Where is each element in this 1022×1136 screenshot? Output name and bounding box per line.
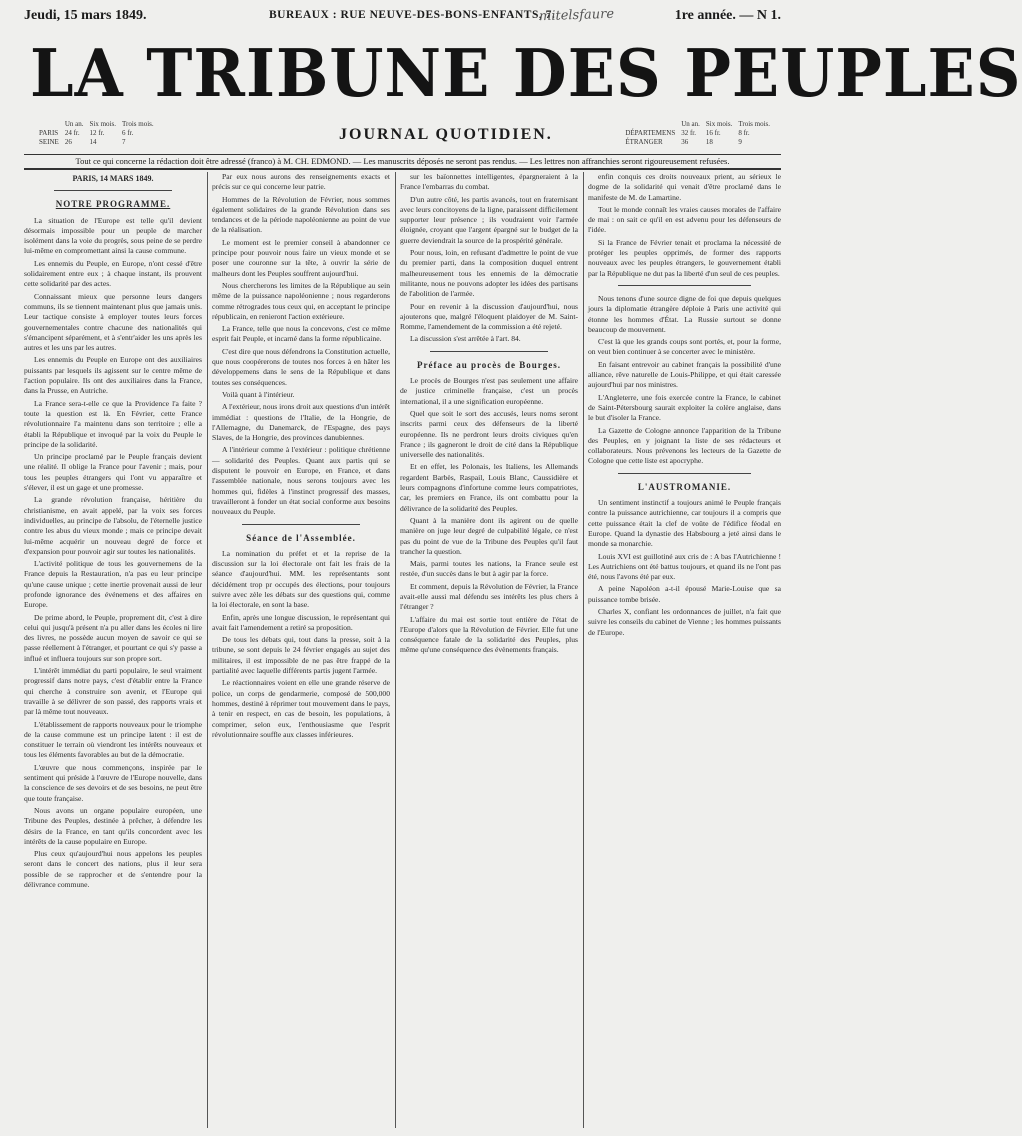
divider [618, 285, 751, 286]
price-cell: 8 fr. [738, 129, 750, 137]
price-table-left [36, 120, 157, 147]
price-head: Trois mois. [738, 120, 770, 128]
column-rule [395, 172, 396, 1128]
paragraph: Pour en revenir à la discussion d'aujourd'hui, nous ajouterons que, malgré l'éloquent plaidoyer de M. Saint-Romme, l'amendement de la commission a été rejeté. [400, 301, 578, 332]
paragraph: enfin conquis ces droits nouveaux prient, au sérieux le dogme de la solidarité qui venait d'être proclamé dans le manifeste de M. de Lamartine. [588, 172, 781, 202]
masthead-subtitle: JOURNAL QUOTIDIEN. [339, 126, 553, 143]
paragraph: Le procès de Bourges n'est pas seulement une affaire de justice criminelle française, c'est un procès international, il a une signification européenne. [400, 376, 578, 406]
paragraph: La Gazette de Cologne annonce l'apparition de la Tribune des Peuples, en y joignant la liste de ses rédacteurs et collaborateurs. Nous prévenons les lecteurs de la Gazette de Cologne que cette liste est apocryphe. [588, 425, 781, 466]
price-cell: 6 fr. [121, 129, 134, 137]
price-cell: 36 [681, 138, 689, 146]
column-4 [588, 172, 781, 1128]
article-heading-seance: Séance de l'Assemblée. [246, 532, 356, 543]
paragraph: Les ennemis du Peuple, en Europe, n'ont cessé d'être solidairement entre eux ; à chaque instant, ils prouvent cette solidarité par des actes. [24, 258, 202, 289]
paragraph: Et comment, depuis la Révolution de Février, la France avait-elle aussi mal défendu ses intérêts les plus chers à l'étranger ? [400, 581, 578, 612]
paragraph: Nous avons un organe populaire européen, une Tribune des Peuples, destinée à prêcher, à défendre les désirs de la France, en tant qu'ils concordent avec les intérêts de la cause populaire en Europe. [24, 805, 202, 846]
paragraph: A l'intérieur comme à l'extérieur : politique chrétienne — solidarité des Peuples. Quant aux partis qui se disputent le pouvoir en Europe, en France, et dans l'assemblée nationale, nous serons toujours avec les hommes qui, fidèles à l'instinct progressif des masses, travailleront à fonder un état social conforme aux besoins nouveaux du Peuple. [212, 445, 390, 517]
paragraph: Par eux nous aurons des renseignements exacts et précis sur ce qui concerne leur patrie. [212, 172, 390, 192]
price-cell: PARIS [39, 129, 59, 137]
paragraph: Un principe proclamé par le Peuple français devient une réalité. Il oblige la France pour l'avenir ; mais, pour tous les peuples étrangers qui l'ont vu apparaître et s'élever, il est un gage et une promesse. [24, 452, 202, 493]
paragraph: Voilà quant à l'intérieur. [222, 389, 295, 399]
notice-bar: Tout ce qui concerne la rédaction doit être adressé (franco) à M. CH. EDMOND. — Les manuscrits déposés ne seront pas rendus. — Les lettres non affranchies seront rigoureusement refusées. [24, 154, 781, 170]
column-rule [583, 172, 584, 1128]
price-cell: 18 [705, 138, 713, 146]
price-cell: 16 fr. [705, 129, 721, 137]
paragraph: Le réactionnaires voient en elle une grande réserve de police, un corps de gendarmerie, composé de 500,000 hommes, destiné à réprimer tout mouvement dans le pays, à tenir en respect, en cas de besoin, les populations, à comprimer, selon eux, l'enthousiasme que l'esprit révolutionnaire souffle aux classes inférieures. [212, 678, 390, 739]
paragraph: L'intérêt immédiat du parti populaire, le seul vraiment progressif dans notre pays, c'est d'établir entre la France qui cherche à construire son avenir, et l'Europe qui travaille à se délivrer de son passé, des rapports vrais et par là même tout nouveaux. [24, 666, 202, 717]
paragraph: Charles X, confiant les ordonnances de juillet, n'a fait que suivre les conseils du cabinet de Vienne ; les hommes puissants de l'Europe. [588, 606, 781, 637]
article-columns [24, 172, 781, 1128]
column-3 [400, 172, 578, 1128]
issue-date: Jeudi, 15 mars 1849. [24, 8, 147, 23]
divider [430, 351, 548, 352]
price-table-right [622, 120, 773, 147]
price-cell: 12 fr. [89, 129, 105, 137]
column-1 [24, 172, 202, 1128]
article-heading-bourges: Préface au procès de Bourges. [416, 359, 562, 370]
paragraph: L'établissement de rapports nouveaux pour le triomphe de la cause commune est un principe latent : il est de constituer le terrain où viendront les intérêts nouveaux et tous les éléments favorables au but de la démocratie. [24, 719, 202, 760]
paragraph: Le moment est le premier conseil à abandonner ce principe pour pouvoir nous faire un vieux monde et se poser une couronne sur la tête, à ouvrir la série de malheurs dont les Peuples souffrent aujourd'hui. [212, 237, 390, 278]
paragraph: Hommes de la Révolution de Février, nous sommes également solidaires de la grande Révolution dans ses tendances et de la période napoléonienne au point de vue de la réalisation. [212, 194, 390, 235]
paragraph: Connaissant mieux que personne leurs dangers communs, ils se tiennent maintenant plus que jamais unis. Leur tactique consiste à employer toutes leurs forces gouvernementales contre chacune des nationalités qui s'émancipent séparément, et à s'entr'aider les uns après les autres et les uns par les autres. [24, 291, 202, 353]
paragraph: Enfin, après une longue discussion, le représentant qui avait fait l'amendement a retiré sa proposition. [212, 612, 390, 632]
price-cell: SEINE [39, 138, 59, 146]
divider [54, 190, 172, 191]
price-cell: 24 fr. [64, 129, 80, 137]
paragraph: L'œuvre que nous commençons, inspirée par le sentiment qui préside à l'œuvre de l'Europe nouvelle, dans la conscience de ses devoirs et de ses besoins, ne peut être que toute française. [24, 762, 202, 803]
paragraph: La France, telle que nous la concevons, c'est ce même esprit fait Peuple, et incarné dans la forme républicaine. [212, 324, 390, 344]
price-head: Six mois. [705, 120, 733, 128]
paragraph: D'un autre côté, les partis avancés, tout en fraternisant avec leurs concitoyens de la ligne, paraissent difficilement supporter leur présence ; ils voudraient voir l'armée éloignée, croyant que l'argent épargné sur le budget de la guerre deviendrait la source de la prospérité générale. [400, 194, 578, 245]
paragraph: L'Angleterre, une fois exercée contre la France, le cabinet de Saint-Pétersbourg saurait exploiter la colère anglaise, dans le but d'isoler la France. [588, 392, 781, 423]
paragraph: A peine Napoléon a-t-il épousé Marie-Louise que sa puissance tombe brisée. [588, 584, 781, 604]
column-rule [207, 172, 208, 1128]
column-dateline: PARIS, 14 MARS 1849. [72, 174, 154, 183]
paragraph: La nomination du préfet et et la reprise de la discussion sur la loi électorale ont fait les frais de la séance d'aujourd'hui. MM. les représentants sont décidément trop pr occupés des élections, pour toujours suivre avec zèle les débats sur des questions qui, comme la loi électorale, en sont la base. [212, 548, 390, 610]
issue-number: 1re année. — N 1. [674, 8, 781, 23]
paragraph: Nous tenons d'une source digne de foi que depuis quelques jours la diplomatie étrangère déploie à Paris une activité qui étonne les hommes d'État. La Russie surtout se donne beaucoup de mouvement. [588, 293, 781, 334]
paragraph: Mais, parmi toutes les nations, la France seule est restée, d'un succès dans le but à agir par la force. [400, 559, 578, 579]
paragraph: Louis XVI est guillotiné aux cris de : A bas l'Autrichienne ! Les Autrichiens ont été battus toujours, et quand ils ne l'ont pas été, nous l'avons été par eux. [588, 551, 781, 582]
article-heading-austromanie: L'AUSTROMANIE. [637, 481, 732, 492]
paragraph: Tout le monde connaît les vraies causes morales de l'affaire de mai : on sait ce qu'il en est advenu pour les défenseurs de l'idée. [588, 204, 781, 235]
price-cell: 7 [121, 138, 126, 146]
paragraph: La discussion s'est arrêtée à l'art. 84. [410, 334, 521, 344]
paragraph: sur les baïonnettes intelligentes, épargneraient à la France l'embarras du combat. [400, 172, 578, 192]
paragraph: Pour nous, loin, en refusant d'admettre le point de vue du premier parti, dans la composition duquel entrent malheureusement tous les ennemis de la démocratie militante, nous ne pouvons adopter les idées des partisans de l'abolition de l'armée. [400, 248, 578, 299]
price-head: Trois mois. [121, 120, 154, 128]
paragraph: De prime abord, le Peuple, proprement dit, c'est à dire celui qui jusqu'à présent n'a pu aller dans les écoles ni lire des livres, ne possède aucun moyen de savoir ce qui se passe réellement à l'étranger, et pourtant ce qui s'y passe a influé et influera toujours sur son propre sort. [24, 612, 202, 663]
divider [242, 524, 360, 525]
price-cell: 26 [64, 138, 72, 146]
paragraph: Quant à la manière dont ils agirent ou de quelle manière on juge leur degré de culpabilité légale, ce n'est pas du point de vue de la Tribune des Peuples qu'il faut trancher la question. [400, 515, 578, 556]
paragraph: Si la France de Février tenait et proclama la nécessité de protéger les peuples opprimés, de former des rapports nouveaux avec les peuples étrangers, le gouvernement établi par la République ne dut pas la liberté d'un seul de ces peuples. [588, 237, 781, 278]
column-2 [212, 172, 390, 1128]
paragraph: A l'extérieur, nous irons droit aux questions d'un intérêt immédiat : questions de l'Italie, de la Hongrie, de l'Allemagne, du Danemarck, de l'Espagne, des pays Slaves, de la Hongrie, des provinces danubiennes. [212, 402, 390, 443]
paragraph: Quel que soit le sort des accusés, leurs noms seront inscrits parmi ceux des défenseurs de la liberté européenne. Ils ne perdront leurs droits civiques qu'en France ; ils gagneront le droit de cité dans la République universelle des nationalités. [400, 408, 578, 460]
paragraph: Plus ceux qu'aujourd'hui nous appelons les peuples seront dans le concert des nations, plus il leur sera possible de se rapprocher et de s'entendre pour la délivrance commune. [24, 849, 202, 889]
paragraph: En faisant entrevoir au cabinet français la possibilité d'une alliance, rêve naturelle de Louis-Philippe, et qui était caressée aujourd'hui par nos ministres. [588, 359, 781, 390]
price-cell: DÉPARTEMENS [625, 129, 676, 137]
subtitle-row [24, 118, 781, 152]
masthead-title: LA TRIBUNE DES PEUPLES [30, 35, 1022, 112]
paragraph: C'est dire que nous défendrons la Constitution actuelle, que nous coopérerons de toutes nos forces à en hâter les développemens dans le sens de la République et dans toutes ses conséquences. [212, 346, 390, 387]
paragraph: La grande révolution française, héritière du christianisme, en avait appelé, par la voix ses forces individuelles, au principe de l'absolu, de l'éternelle justice contre les abus du vieux monde ; mais ce principe devait lui-même acquérir un nouveau degré de force et d'expansion pour pouvoir agir sur toutes les nationalités. [24, 495, 202, 556]
paragraph: La France sera-t-elle ce que la Providence l'a faite ? toute la question est là. En Février, cette France révolutionnaire l'a maintenu dans son territoire ; elle a établi la République et invoqué par la voix du Peuple le principe de la solidarité. [24, 398, 202, 449]
price-head: Six mois. [89, 120, 116, 128]
price-cell: 14 [89, 138, 97, 146]
price-cell: ÉTRANGER [625, 138, 663, 146]
price-cell: 9 [738, 138, 742, 146]
price-cell: 32 fr. [681, 129, 696, 137]
price-head: Un an. [681, 120, 700, 128]
paragraph: L'activité politique de tous les gouvernemens de la France depuis la Restauration, n'a pas eu leur principe qu'une cause unique ; cette inertie provenait aussi de leur profonde ignorance des événemens et des affaires en Europe. [24, 559, 202, 610]
paragraph: C'est là que les grands coups sont portés, et, pour la forme, on veut bien continuer à se concerter avec le ministère. [588, 337, 781, 357]
paragraph: Les ennemis du Peuple en Europe ont des auxiliaires puissants par lesquels ils agissent sur le centre même de l'action populaire. Ils ont des auxiliaires dans la France, dans la Prusse, en Autriche. [24, 355, 202, 396]
price-head: Un an. [64, 120, 84, 128]
divider [618, 473, 751, 474]
handwritten-note: mitelsfaure [538, 6, 615, 25]
paragraph: La situation de l'Europe est telle qu'il devient désormais impossible pour un peuple de marcher isolément dans la voie du progrès, sous peine de se perdre lui-même en compromettant ainsi la cause commune. [24, 215, 202, 256]
paragraph: L'affaire du mai est sortie tout entière de l'état de l'Europe d'alors que la Révolution de Février. Elle fut une conséquence fatale de la solidarité des Peuples, plus même qu'une conséquence des évènements français. [400, 614, 578, 655]
article-heading-programme: NOTRE PROGRAMME. [55, 199, 171, 210]
paragraph: Et en effet, les Polonais, les Italiens, les Allemands regardent Barbès, Raspail, Louis Blanc, Caussidière et leurs compagnons d'infortune comme leurs compatriotes, car, les premiers en France, ils ont combattu pour la délivrance de la solidarité des Peuples. [400, 462, 578, 513]
paragraph: Nous chercherons les limites de la République au sein même de la puissance napoléonienne ; nous regarderons comme rétrogrades tous ceux qui, en acceptant le principe républicain, en renieront l'action extérieure. [212, 280, 390, 321]
office-address: BUREAUX : RUE NEUVE-DES-BONS-ENFANTS, 7. [269, 9, 556, 21]
paragraph: De tous les débats qui, tout dans la presse, soit à la tribune, se sont depuis le 24 février engagés au sujet des militaires, il est impossible de ne pas être frappé de la partialité avec laquelle différents partis jugent l'armée. [212, 635, 390, 676]
paragraph: Un sentiment instinctif a toujours animé le Peuple français contre la puissance autrichienne, car toujours il a compris que cette puissance était la clef de voûte de l'édifice féodal en Europe. Quand la dynastie des Habsbourg a jeté ainsi dans le monde sa monarchie. [588, 498, 781, 549]
